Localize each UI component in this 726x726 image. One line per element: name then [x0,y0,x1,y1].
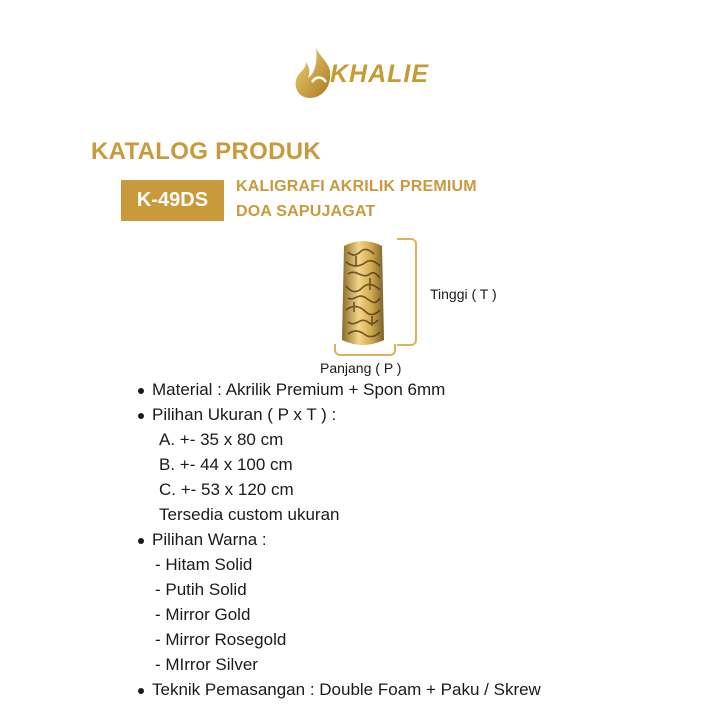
bullet-icon [138,413,144,419]
height-dimension-bracket [397,238,417,346]
color-option: - Hitam Solid [155,555,253,574]
product-code-badge: K-49DS [121,180,224,221]
product-image [334,238,392,350]
product-name-line-1: KALIGRAFI AKRILIK PREMIUM [236,178,477,195]
spec-installation: Teknik Pemasangan : Double Foam + Paku / Skrew [152,680,541,699]
color-option: - Mirror Gold [155,605,251,624]
color-option: - Mirror Rosegold [155,630,287,649]
custom-size-note: Tersedia custom ukuran [159,505,340,524]
spec-material: Material : Akrilik Premium + Spon 6mm [152,380,446,399]
catalog-title: KATALOG PRODUK [91,138,321,165]
width-label: Panjang ( P ) [320,360,402,376]
height-label: Tinggi ( T ) [430,286,497,302]
bullet-icon [138,388,144,394]
brand-logo [290,42,440,102]
size-option-c: C. +- 53 x 120 cm [159,480,294,499]
color-option: - Putih Solid [155,580,247,599]
size-option-a: A. +- 35 x 80 cm [159,430,284,449]
size-option-b: B. +- 44 x 100 cm [159,455,293,474]
spec-color-heading: Pilihan Warna : [152,530,267,549]
bullet-icon [138,538,144,544]
logo-wordmark: KHALIE [330,60,430,88]
width-dimension-bracket [334,344,396,356]
product-name-line-2: DOA SAPUJAGAT [236,203,376,220]
spec-size-heading: Pilihan Ukuran ( P x T ) : [152,405,337,424]
bullet-icon [138,688,144,694]
color-option: - MIrror Silver [155,655,258,674]
